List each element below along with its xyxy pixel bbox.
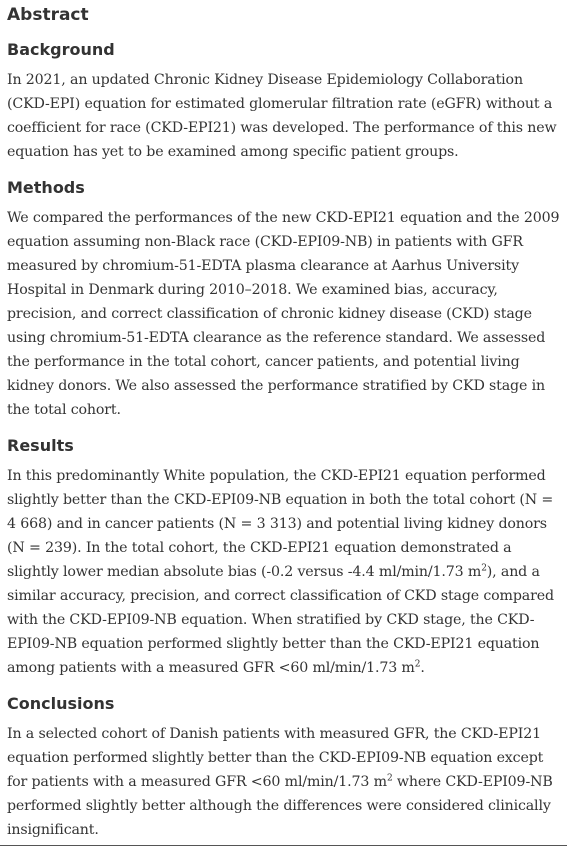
background-section [7, 40, 561, 164]
conclusions-heading: Conclusions [7, 694, 115, 713]
background-text: In 2021, an updated Chronic Kidney Disease Epidemiology Collaboration (CKD-EPI) equation for estimated glomerular filtration rate (eGFR) without a coefficient for race (CKD-EPI21) was developed. The performance of this new equation has yet to be examined among specific patient groups. [7, 72, 557, 160]
conclusions-superscript-1: 2 [386, 773, 393, 784]
methods-heading: Methods [7, 178, 85, 197]
results-superscript-2: 2 [414, 659, 421, 670]
results-superscript-1: 2 [481, 563, 487, 574]
results-heading: Results [7, 436, 74, 455]
conclusions-text-part-2: where CKD-EPI09-NB performed slightly better although the differences were considered clinically insignificant. [7, 774, 553, 838]
results-text-part-3: . [420, 660, 425, 676]
background-heading: Background [7, 40, 115, 59]
results-text [7, 464, 561, 680]
results-text-part-2: ), and a similar accuracy, precision, and correct classification of CKD stage compared with the CKD-EPI09-NB equation. When stratified by CKD stage, the CKD-EPI09-NB equation performed slightly better than the CKD-EPI21 equation among patients with a measured GFR <60 ml/min/1.73 m [7, 564, 554, 676]
conclusions-section [7, 694, 561, 842]
methods-text: We compared the performances of the new CKD-EPI21 equation and the 2009 equation assuming non-Black race (CKD-EPI09-NB) in patients with GFR measured by chromium-51-EDTA plasma clearance at Aarhus University Hospital in Denmark during 2010–2018. We examined bias, accuracy, precision, and correct classification of chronic kidney disease (CKD) stage using chromium-51-EDTA clearance as the reference standard. We assessed the performance in the total cohort, cancer patients, and potential living kidney donors. We also assessed the performance stratified by CKD stage in the total cohort. [7, 210, 560, 418]
conclusions-text-part-1: In a selected cohort of Danish patients with measured GFR, the CKD-EPI21 equation performed slightly better than the CKD-EPI09-NB equation except for patients with a measured GFR <60 ml/min/1.73 m [7, 726, 544, 790]
results-section [7, 436, 561, 680]
conclusions-text [7, 722, 561, 842]
abstract-title: Abstract [7, 5, 89, 25]
results-text-part-1: In this predominantly White population, the CKD-EPI21 equation performed slightly better than the CKD-EPI09-NB equation in both the total cohort (N = 4 668) and in cancer patients (N = 3 313) and potential living kidney donors (N = 239). In the total cohort, the CKD-EPI21 equation demonstrated a slightly lower median absolute bias (-0.2 versus -4.4 ml/min/1.73 m [7, 468, 554, 580]
methods-section [7, 178, 561, 422]
